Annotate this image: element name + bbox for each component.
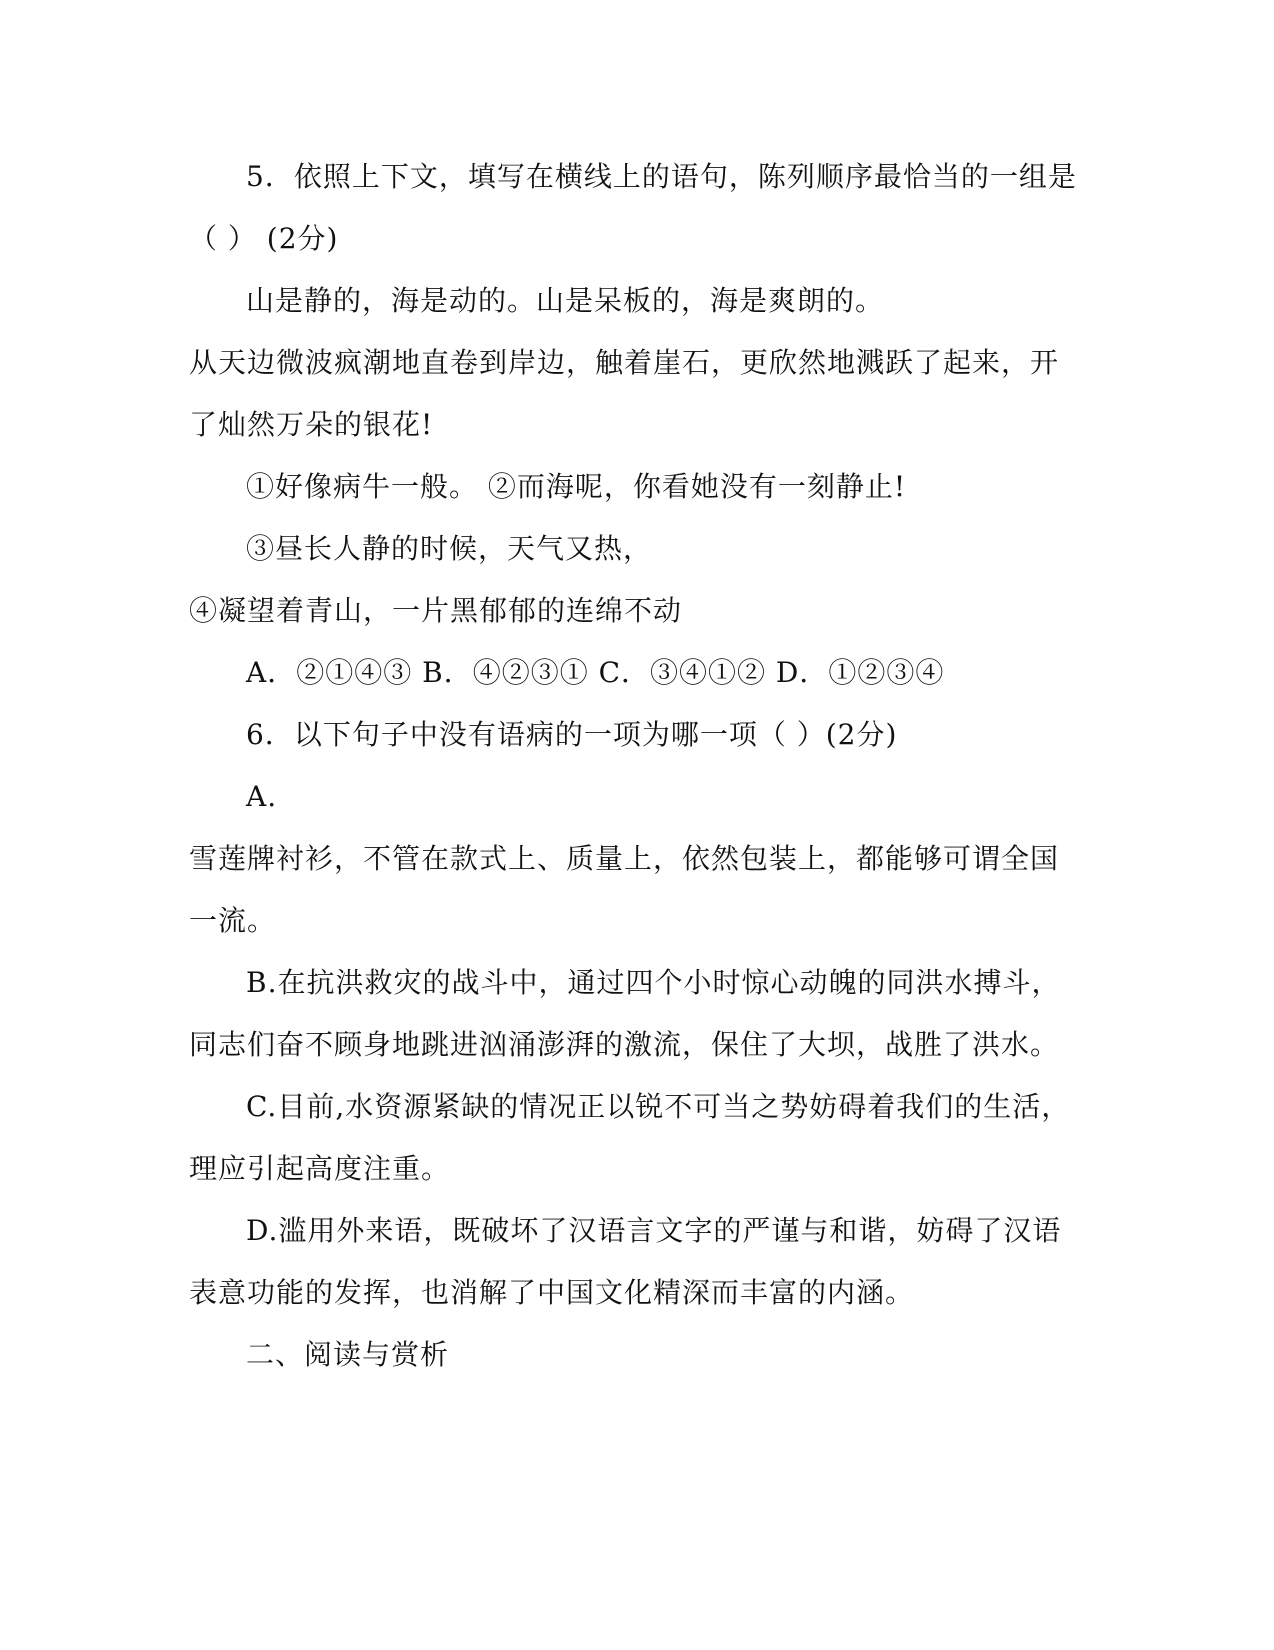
choice-b-line-2: 同志们奋不顾身地跳进汹涌澎湃的激流，保住了大坝，战胜了洪水。 [189, 1028, 1060, 1061]
question-6-prompt: 6．以下句子中没有语病的一项为哪一项（ ）(2分) [246, 718, 898, 751]
sentence-option-4: ④凝望着青山，一片黑郁郁的连绵不动 [189, 594, 683, 627]
choice-c-line-2: 理应引起高度注重。 [189, 1152, 451, 1185]
section-heading-reading: 二、阅读与赏析 [246, 1338, 450, 1371]
choice-d-line-1: D.滥用外来语，既破坏了汉语言文字的严谨与和谐，妨碍了汉语 [246, 1214, 1062, 1247]
choice-a-line-2: 一流。 [189, 904, 277, 937]
sentence-option-3: ③昼长人静的时候，天气又热， [246, 532, 653, 565]
choice-a-label: A. [246, 780, 278, 813]
choice-a-line-1: 雪莲牌衬衫，不管在款式上、质量上，依然包装上，都能够可谓全国 [189, 842, 1060, 875]
passage-line-2: 从天边微波疯潮地直卷到岸边，触着崖石，更欣然地溅跃了起来，开 [189, 346, 1060, 379]
choice-c-line-1: C.目前,水资源紧缺的情况正以锐不可当之势妨碍着我们的生活， [246, 1090, 1071, 1123]
sentence-options-1-2: ①好像病牛一般。 ②而海呢，你看她没有一刻静止! [246, 470, 907, 503]
question-5-prompt: 5．依照上下文，填写在横线上的语句，陈列顺序最恰当的一组是 [246, 160, 1077, 193]
choice-d-line-2: 表意功能的发挥，也消解了中国文化精深而丰富的内涵。 [189, 1276, 915, 1309]
passage-line-1: 山是静的，海是动的。山是呆板的，海是爽朗的。 [246, 284, 885, 317]
question-5-blank-score: （ ） (2分) [189, 222, 339, 255]
question-5-choices: A．②①④③ B．④②③① C．③④①② D．①②③④ [246, 656, 945, 689]
passage-line-3: 了灿然万朵的银花! [189, 408, 434, 441]
choice-b-line-1: B.在抗洪救灾的战斗中，通过四个小时惊心动魄的同洪水搏斗， [246, 966, 1061, 999]
